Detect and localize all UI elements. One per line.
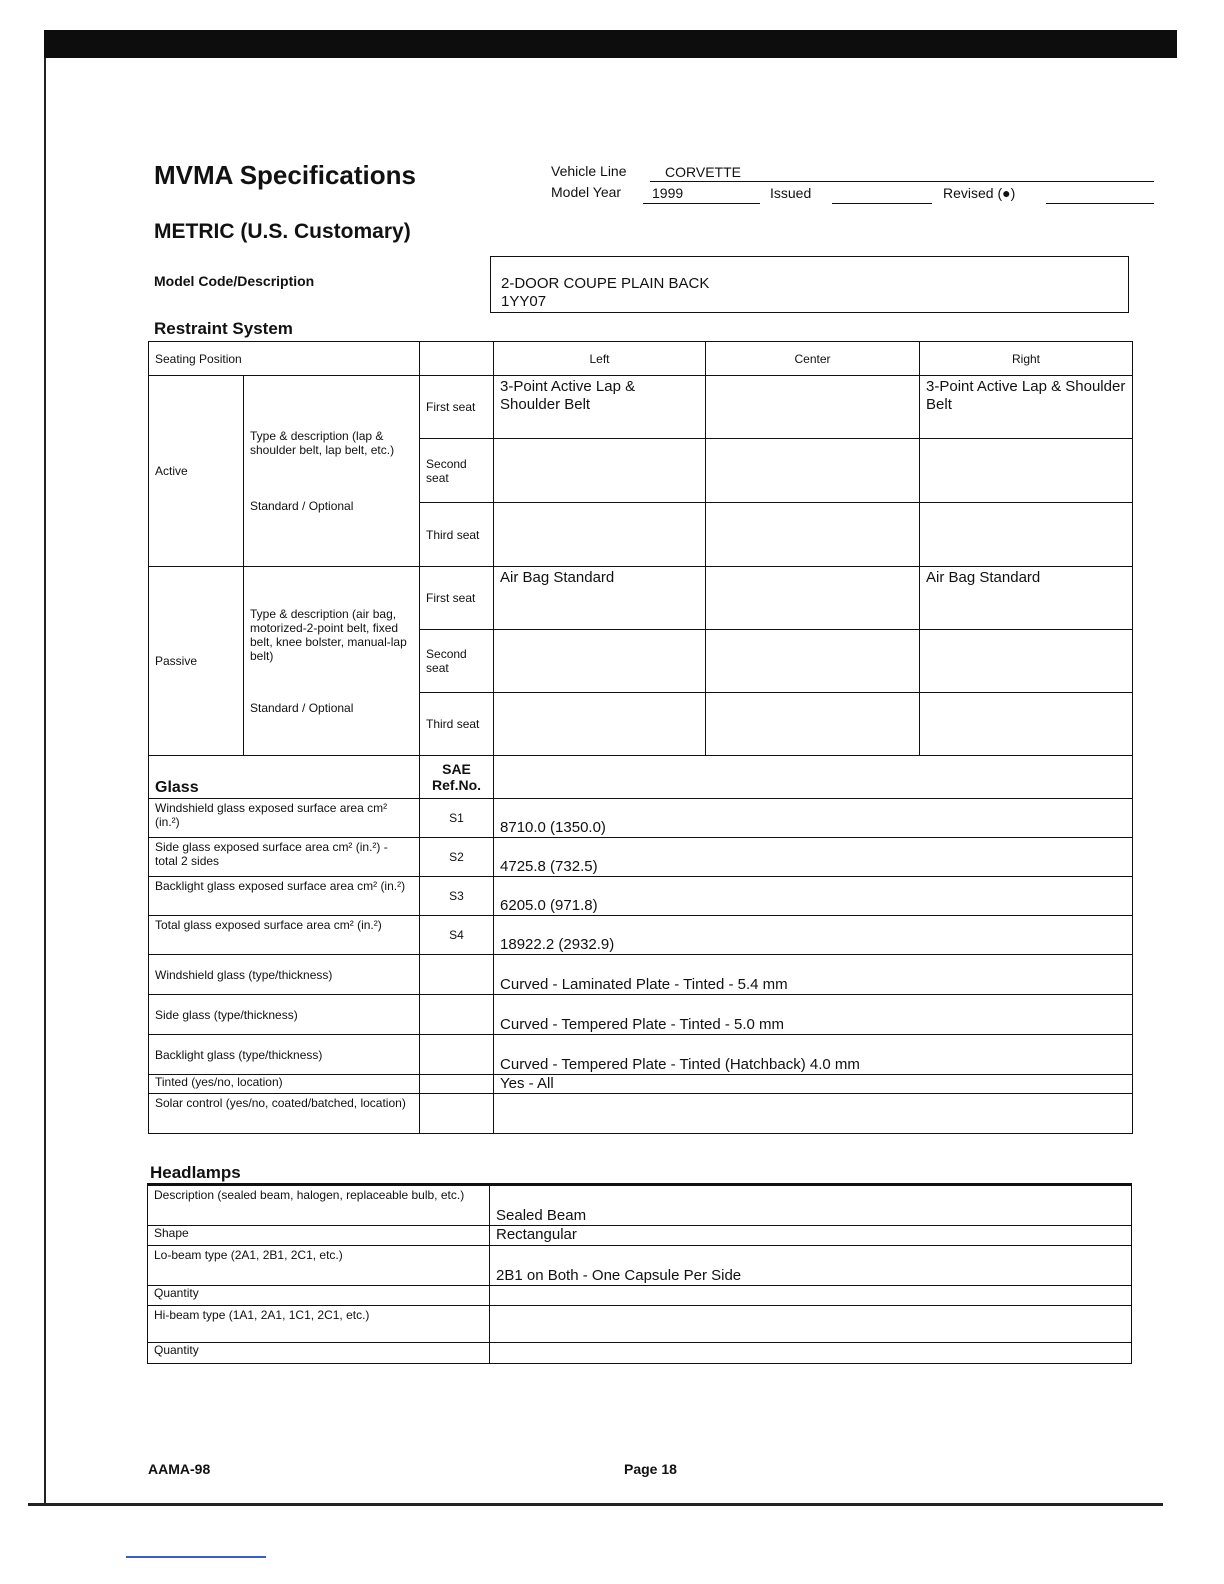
active-first-center xyxy=(706,376,920,439)
glass-section-title: Glass xyxy=(149,756,420,799)
center-header: Center xyxy=(706,342,920,376)
right-header: Right xyxy=(920,342,1133,376)
passive-first-center xyxy=(706,567,920,630)
glass-row-label: Windshield glass exposed surface area cm² (in.²) xyxy=(149,799,420,838)
glass-row-label: Backlight glass exposed surface area cm² (in.²) xyxy=(149,877,420,916)
glass-row-label: Side glass exposed surface area cm² (in.²) - total 2 sides xyxy=(149,838,420,877)
passive-second-center xyxy=(706,630,920,693)
headlamp-row-label: Shape xyxy=(148,1226,490,1246)
headlamp-row-label: Lo-beam type (2A1, 2B1, 2C1, etc.) xyxy=(148,1246,490,1286)
issued-underline xyxy=(832,203,932,204)
headlamp-row-value: Rectangular xyxy=(490,1226,1132,1246)
vehicle-line-value: CORVETTE xyxy=(665,164,741,180)
left-border-line xyxy=(44,58,46,1506)
glass-row-value xyxy=(494,1094,1133,1134)
headlamps-table xyxy=(147,1183,1132,1364)
headlamp-row-value xyxy=(490,1306,1132,1343)
glass-row-ref xyxy=(420,955,494,995)
passive-third-left xyxy=(494,693,706,756)
vehicle-line-label: Vehicle Line xyxy=(551,163,627,179)
glass-row-value: 8710.0 (1350.0) xyxy=(494,799,1133,838)
passive-second-left xyxy=(494,630,706,693)
page-subtitle: METRIC (U.S. Customary) xyxy=(154,220,411,243)
headlamp-row-value: Sealed Beam xyxy=(490,1185,1132,1226)
top-border-bar xyxy=(44,30,1177,58)
headlamp-row-value xyxy=(490,1286,1132,1306)
active-second-center xyxy=(706,439,920,503)
glass-row-ref: S4 xyxy=(420,916,494,955)
glass-row-label: Total glass exposed surface area cm² (in.²) xyxy=(149,916,420,955)
glass-row-value: 4725.8 (732.5) xyxy=(494,838,1133,877)
passive-description-cell xyxy=(244,567,420,756)
glass-row-value: Curved - Laminated Plate - Tinted - 5.4 mm xyxy=(494,955,1133,995)
passive-third-seat: Third seat xyxy=(420,693,494,756)
page-title: MVMA Specifications xyxy=(154,160,416,190)
model-description: 2-DOOR COUPE PLAIN BACK xyxy=(501,275,710,292)
model-code-label: Model Code/Description xyxy=(154,273,315,289)
passive-type-description: Type & description (air bag, motorized-2-point belt, fixed belt, knee bolster, manual-lap belt) xyxy=(250,607,407,663)
headlamp-row-label: Quantity xyxy=(148,1343,490,1364)
passive-third-center xyxy=(706,693,920,756)
glass-row-label: Tinted (yes/no, location) xyxy=(149,1075,420,1094)
glass-row-label: Backlight glass (type/thickness) xyxy=(149,1035,420,1075)
glass-row-label: Solar control (yes/no, coated/batched, location) xyxy=(149,1094,420,1134)
bottom-blue-rule xyxy=(126,1556,266,1558)
glass-row-ref xyxy=(420,1035,494,1075)
active-second-right xyxy=(920,439,1133,503)
model-code-box xyxy=(490,256,1129,313)
left-header: Left xyxy=(494,342,706,376)
headlamp-row-label: Quantity xyxy=(148,1286,490,1306)
revised-label: Revised (●) xyxy=(943,185,1016,201)
glass-row-ref xyxy=(420,1075,494,1094)
seat-header-blank xyxy=(420,342,494,376)
headlamp-row-label: Hi-beam type (1A1, 2A1, 1C1, 2C1, etc.) xyxy=(148,1306,490,1343)
passive-label: Passive xyxy=(149,567,244,756)
glass-row-value: Curved - Tempered Plate - Tinted (Hatchback) 4.0 mm xyxy=(494,1035,1133,1075)
glass-row-ref: S1 xyxy=(420,799,494,838)
passive-first-left: Air Bag Standard xyxy=(494,567,706,630)
glass-row-value: Yes - All xyxy=(494,1075,1133,1094)
passive-second-seat: Second seat xyxy=(420,630,494,693)
active-standard-optional: Standard / Optional xyxy=(250,499,354,513)
glass-row-value: 6205.0 (971.8) xyxy=(494,877,1133,916)
glass-row-value: Curved - Tempered Plate - Tinted - 5.0 mm xyxy=(494,995,1133,1035)
glass-row-value: 18922.2 (2932.9) xyxy=(494,916,1133,955)
active-first-seat: First seat xyxy=(420,376,494,439)
revised-underline xyxy=(1046,203,1154,204)
headlamp-row-value xyxy=(490,1343,1132,1364)
active-first-left: 3-Point Active Lap & Shoulder Belt xyxy=(494,376,706,439)
glass-row-label: Windshield glass (type/thickness) xyxy=(149,955,420,995)
model-year-label: Model Year xyxy=(551,184,622,200)
restraint-section-title: Restraint System xyxy=(154,319,293,338)
active-second-seat: Second seat xyxy=(420,439,494,503)
vehicle-line-underline xyxy=(650,181,1154,182)
active-second-left xyxy=(494,439,706,503)
model-year-value: 1999 xyxy=(652,185,684,201)
active-label: Active xyxy=(149,376,244,567)
glass-header-blank xyxy=(494,756,1133,799)
bottom-border-line xyxy=(28,1503,1163,1506)
passive-second-right xyxy=(920,630,1133,693)
active-third-center xyxy=(706,503,920,567)
glass-row-label: Side glass (type/thickness) xyxy=(149,995,420,1035)
footer-page-number: Page 18 xyxy=(624,1461,677,1477)
issued-label: Issued xyxy=(770,185,812,201)
active-type-description: Type & description (lap & shoulder belt, lap belt, etc.) xyxy=(250,429,395,457)
glass-row-ref xyxy=(420,995,494,1035)
active-third-left xyxy=(494,503,706,567)
active-third-right xyxy=(920,503,1133,567)
restraint-glass-table xyxy=(148,341,1133,1134)
footer-doc-id: AAMA-98 xyxy=(148,1461,211,1477)
passive-first-right: Air Bag Standard xyxy=(920,567,1133,630)
sae-ref-header: SAE Ref.No. xyxy=(420,756,494,799)
active-third-seat: Third seat xyxy=(420,503,494,567)
headlamp-row-value: 2B1 on Both - One Capsule Per Side xyxy=(490,1246,1132,1286)
glass-row-ref: S2 xyxy=(420,838,494,877)
model-code: 1YY07 xyxy=(501,293,547,310)
seating-position-header: Seating Position xyxy=(149,342,420,376)
headlamps-section-title: Headlamps xyxy=(150,1163,241,1182)
glass-row-ref: S3 xyxy=(420,877,494,916)
passive-first-seat: First seat xyxy=(420,567,494,630)
passive-standard-optional: Standard / Optional xyxy=(250,701,354,715)
passive-third-right xyxy=(920,693,1133,756)
model-year-underline xyxy=(643,203,760,204)
glass-row-ref xyxy=(420,1094,494,1134)
headlamp-row-label: Description (sealed beam, halogen, replaceable bulb, etc.) xyxy=(148,1185,490,1226)
active-description-cell xyxy=(244,376,420,567)
active-first-right: 3-Point Active Lap & Shoulder Belt xyxy=(920,376,1133,439)
